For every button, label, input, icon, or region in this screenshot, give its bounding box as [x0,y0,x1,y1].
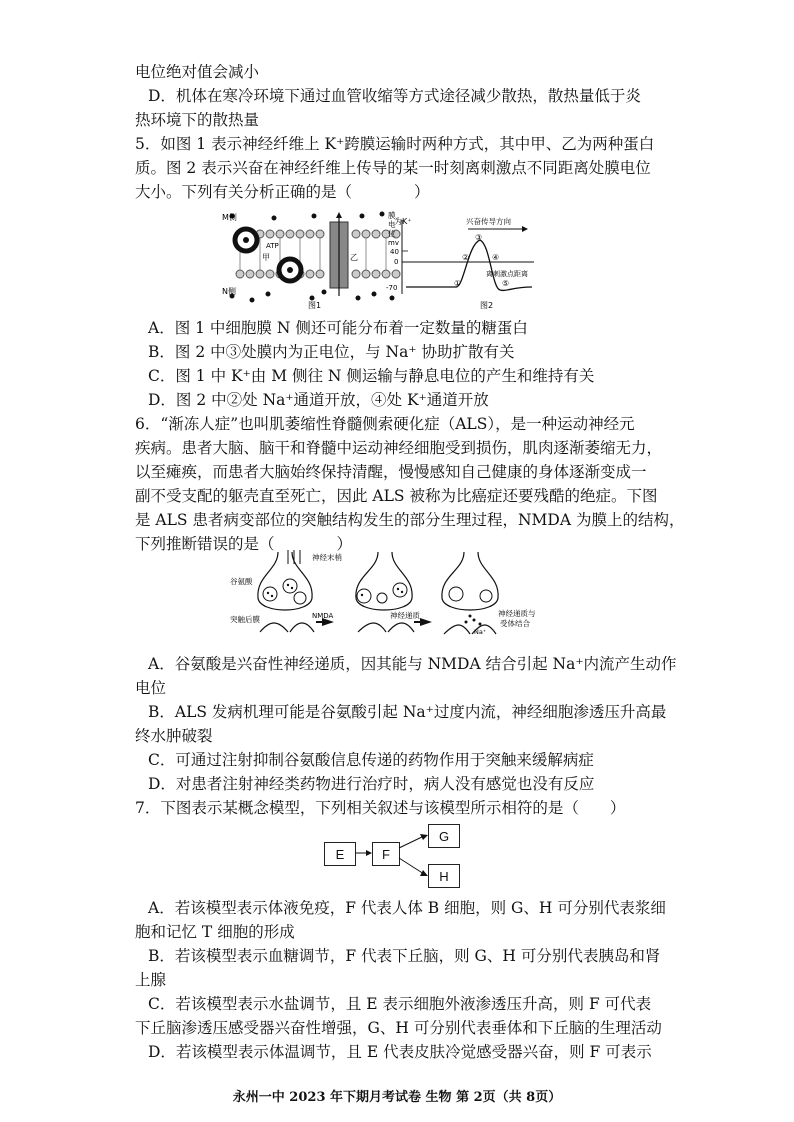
y-axis-unit: mv [388,239,399,247]
tick-0: 0 [394,258,399,266]
option-b: B．若该模型表示血糖调节，F 代表下丘脑，则 G、H 可分别代表胰岛和肾 [148,947,661,965]
option-b: B．图 2 中③处膜内为正电位，与 Na⁺ 协助扩散有关 [148,343,515,361]
jia-label: 甲 [262,253,270,262]
text-line: 电位 [135,679,167,697]
nmda-label: NMDA [312,612,334,620]
text-line: 副不受支配的躯壳直至死亡，因此 ALS 被称为比癌症还要残酷的绝症。下图 [135,487,658,505]
text-line: 下列推断错误的是（ ） [135,535,353,553]
text-line: 上腺 [135,971,167,989]
text-line: 下丘脑渗透压感受器兴奋性增强，G、H 可分别代表垂体和下丘脑的生理活动 [135,1019,662,1037]
m-side-label: M侧 [222,213,237,222]
box-h: H [428,864,460,888]
nerve-ending-label: 神经末梢 [312,553,342,562]
yi-label: 乙 [350,253,358,262]
figure-2-potential-graph [386,210,538,310]
x-axis-label: 离刺激点距离 [486,270,528,278]
text-line: 是 ALS 患者病变部位的突触结构发生的部分生理过程，NMDA 为膜上的结构， [135,511,685,529]
box-e: E [324,842,356,866]
text-line: 热环境下的散热量 [135,111,260,129]
y-axis-label: 位 [388,229,396,238]
option-d: D．对患者注射神经类药物进行治疗时，病人没有感觉也没有反应 [148,775,595,793]
option-a: A．谷氨酸是兴奋性神经递质，因其能与 NMDA 结合引起 Na⁺内流产生动作 [148,655,677,673]
text-line: 终水肿破裂 [135,727,213,745]
point-2-marker: ② [462,253,470,262]
text-line: 以至瘫痪，而患者大脑始终保持清醒，慢慢感知自己健康的身体逐渐变成一 [135,463,647,481]
text-line: 胞和记忆 T 细胞的形成 [135,923,295,941]
atp-label: ATP [266,242,279,250]
text-line: 质。图 2 表示兴奋在神经纤维上传导的某一时刻离刺激点不同距离处膜电位 [135,159,651,177]
neurotransmitter-label: 神经递质 [390,611,420,620]
box-g: G [428,824,460,848]
text-line: 电位绝对值会减小 [135,63,260,81]
na-ion-label: Na⁺ [474,628,487,636]
point-4-marker: ④ [492,253,500,262]
k-label: 为K⁺ [394,217,412,226]
page-footer: 永州一中 2023 年下期月考试卷 生物 第 2页（共 8页） [232,1090,562,1105]
binding-label: 受体结合 [500,619,530,628]
option-c: C．可通过注射抑制谷氨酸信息传递的药物作用于突触来缓解病症 [148,751,594,769]
question-6: 6．“渐冻人症”也叫肌萎缩性脊髓侧索硬化症（ALS），是一种运动神经元 [135,415,635,433]
text-line: 大小。下列有关分析正确的是（ ） [135,183,430,201]
figure-1-membrane [222,208,412,310]
option-c: C．图 1 中 K⁺由 M 侧往 N 侧运输与静息电位的产生和维持有关 [148,367,595,385]
tick-40: 40 [390,248,399,256]
point-3-marker: ③ [475,233,483,242]
question-7: 7．下图表示某概念模型，下列相关叙述与该模型所示相符的是（ ） [135,799,626,817]
conduction-direction-label: 兴奋传导方向 [466,217,511,226]
question-5: 5．如图 1 表示神经纤维上 K⁺跨膜运输时两种方式，其中甲、乙为两种蛋白 [135,135,655,153]
postsynaptic-membrane-label: 突触后膜 [230,615,260,624]
point-5-marker: ⑤ [502,279,510,288]
glutamate-label: 谷氨酸 [230,577,253,586]
y-axis-label: 膜 [388,211,396,220]
figure-1-caption: 图1 [308,301,322,310]
potential-curve [406,240,532,290]
figure-2-caption: 图2 [480,301,494,310]
option-a: A．若该模型表示体液免疫，F 代表人体 B 细胞，则 G、H 可分别代表浆细 [148,899,666,917]
option-a: A．图 1 中细胞膜 N 侧还可能分布着一定数量的糖蛋白 [148,319,528,337]
n-side-label: N侧 [222,287,236,296]
option-d: D．图 2 中②处 Na⁺通道开放，④处 K⁺通道开放 [148,391,489,409]
text-line: 疾病。患者大脑、脑干和脊髓中运动神经细胞受到损伤，肌肉逐渐萎缩无力， [135,439,663,457]
binding-label: 神经递质与 [498,609,536,618]
box-f: F [372,842,400,866]
point-1-marker: ① [454,279,462,288]
model-arrows [354,830,430,882]
option-d: D．机体在寒冷环境下通过血管收缩等方式途径减少散热，散热量低于炎 [148,87,641,105]
option-d: D．若该模型表示体温调节，且 E 代表皮肤冷觉感受器兴奋，则 F 可表示 [148,1043,652,1061]
figure-synapse-process [230,550,536,644]
y-axis-label: 电 [388,220,396,229]
option-b: B．ALS 发病机理可能是谷氨酸引起 Na⁺过度内流，神经细胞渗透压升高最 [148,703,667,721]
option-c: C．若该模型表示水盐调节，且 E 表示细胞外液渗透压升高，则 F 可代表 [148,995,652,1013]
tick-minus-70: -70 [386,284,398,292]
